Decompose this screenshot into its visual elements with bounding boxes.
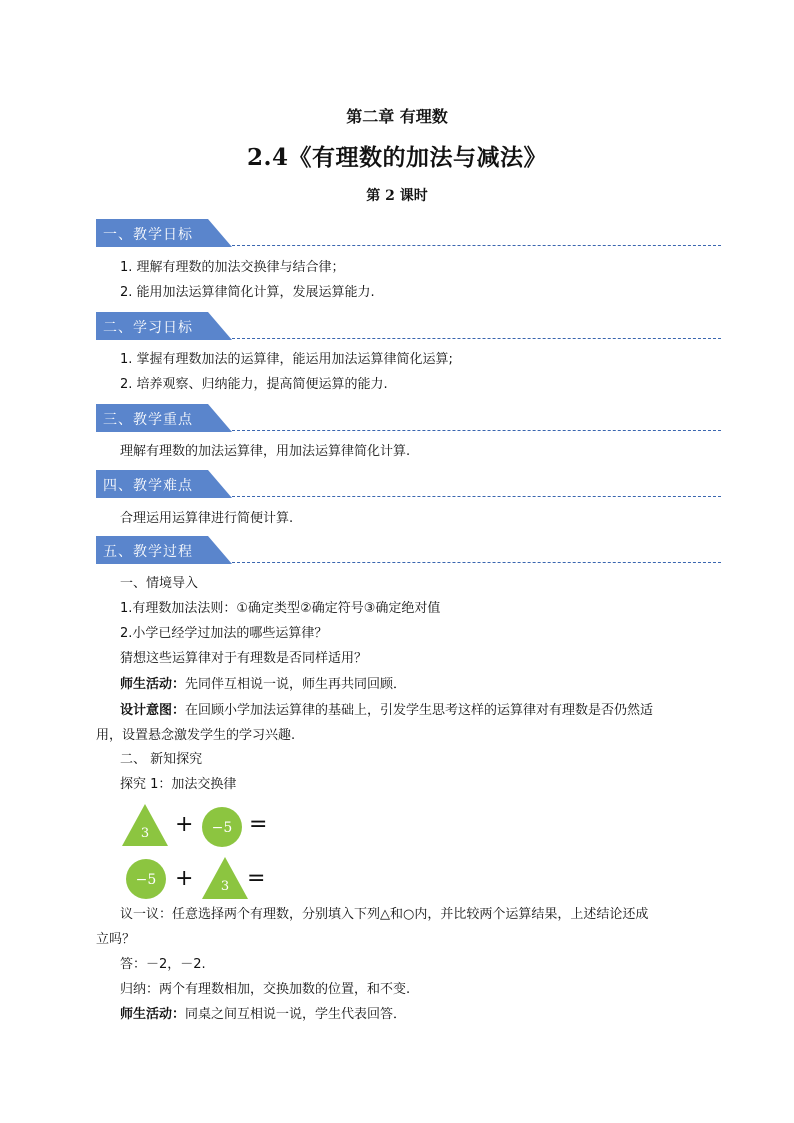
subheading: 二、 新知探究 xyxy=(120,752,203,767)
paragraph: 归纳：两个有理数相加，交换加数的位置，和不变. xyxy=(120,982,411,997)
list-item: 1. 掌握有理数加法的运算律，能运用加法运算律简化运算; xyxy=(120,352,453,367)
section-tab xyxy=(96,470,232,498)
list-item: 1. 理解有理数的加法交换律与结合律； xyxy=(120,260,345,275)
paragraph: 答：－2，－2. xyxy=(120,957,206,972)
section-heading: 三、教学重点 xyxy=(103,412,193,428)
equals-sign: = xyxy=(247,866,266,891)
section-heading: 五、教学过程 xyxy=(103,544,193,560)
plus-sign: + xyxy=(175,866,194,891)
section-tab xyxy=(96,404,232,432)
plus-sign: + xyxy=(175,812,194,837)
paragraph: 1.有理数加法法则：①确定类型②确定符号③确定绝对值 xyxy=(120,601,441,616)
list-item: 2. 培养观察、归纳能力，提高简便运算的能力. xyxy=(120,377,388,392)
section-heading: 一、教学日标 xyxy=(103,227,193,243)
activity-label: 师生活动： xyxy=(120,1007,186,1022)
list-item: 理解有理数的加法运算律，用加法运算律简化计算. xyxy=(120,444,411,459)
triangle-shape xyxy=(121,803,169,847)
circle-value: −5 xyxy=(211,820,233,836)
paragraph: 议一议：任意选择两个有理数，分别填入下列△和○内，并比较两个运算结果，上述结论还成 xyxy=(120,907,649,922)
section-heading: 二、学习日标 xyxy=(103,320,193,336)
paragraph xyxy=(120,702,653,720)
section-divider xyxy=(232,430,721,431)
section-divider xyxy=(232,338,721,339)
design-text: 在回顾小学加法运算律的基础上，引发学生思考这样的运算律对有理数是否仍然适 xyxy=(185,703,654,718)
section-difficulties xyxy=(96,470,721,498)
list-item: 2. 能用加法运算律简化计算，发展运算能力. xyxy=(120,285,375,300)
lesson-period: 第 2 课时 xyxy=(366,188,428,204)
chapter-heading: 第二章 有理数 xyxy=(346,107,448,126)
section-teaching-process xyxy=(96,536,721,564)
activity-text: 先同伴互相说一说，师生再共同回顾． xyxy=(185,677,407,692)
section-tab xyxy=(96,312,232,340)
circle-shape xyxy=(125,858,167,900)
section-learning-goals xyxy=(96,312,721,340)
section-tab xyxy=(96,536,232,564)
paragraph xyxy=(120,676,406,694)
activity-text: 同桌之间互相说一说，学生代表回答． xyxy=(185,1007,407,1022)
section-divider xyxy=(232,245,721,246)
paragraph xyxy=(120,1006,406,1024)
equals-sign: = xyxy=(249,812,268,837)
paragraph: 探究 1：加法交换律 xyxy=(120,777,237,792)
design-label: 设计意图： xyxy=(120,703,186,718)
section-divider xyxy=(232,562,721,563)
paragraph: 用，设置悬念激发学生的学习兴趣. xyxy=(96,728,296,743)
section-teaching-goals xyxy=(96,219,721,247)
triangle-value: 3 xyxy=(220,879,230,894)
paragraph: 立吗？ xyxy=(96,932,136,947)
paragraph: 2.小学已经学过加法的哪些运算律？ xyxy=(120,626,328,641)
paragraph: 猜想这些运算律对于有理数是否同样适用？ xyxy=(120,651,368,666)
section-heading: 四、教学难点 xyxy=(103,478,193,494)
section-divider xyxy=(232,496,721,497)
triangle-value: 3 xyxy=(140,826,150,841)
circle-shape xyxy=(201,806,243,848)
subheading: 一、情境导入 xyxy=(120,576,199,591)
activity-label: 师生活动： xyxy=(120,677,186,692)
section-tab xyxy=(96,219,232,247)
triangle-shape xyxy=(201,856,249,900)
circle-value: −5 xyxy=(135,872,157,888)
lesson-title: 2.4《有理数的加法与减法》 xyxy=(246,144,547,171)
section-key-points xyxy=(96,404,721,432)
list-item: 合理运用运算律进行简便计算. xyxy=(120,511,294,526)
